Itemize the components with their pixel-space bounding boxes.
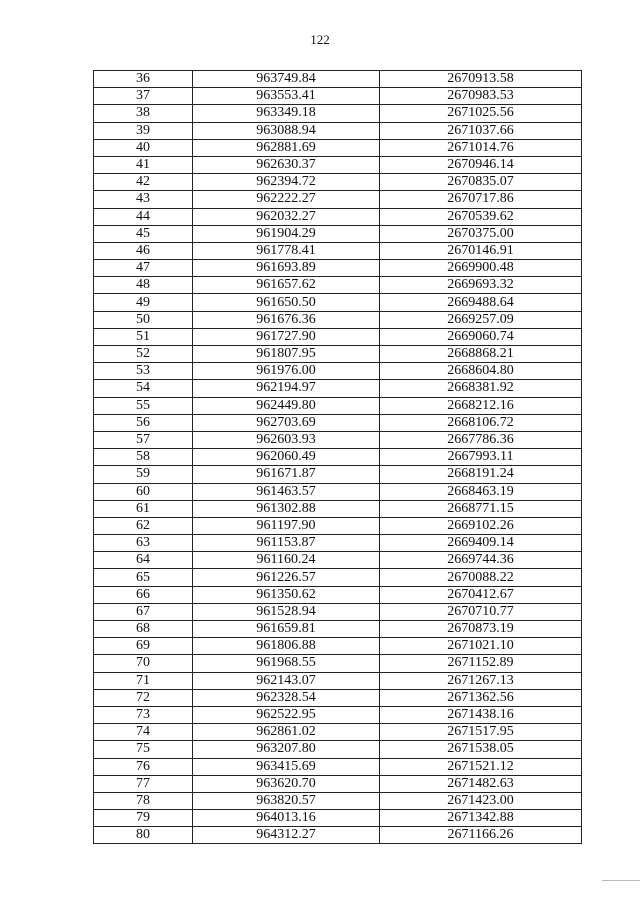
x-coordinate-cell: 961727.90 — [193, 328, 380, 345]
point-number-cell: 68 — [94, 621, 193, 638]
point-number-cell: 57 — [94, 431, 193, 448]
x-coordinate-cell: 962630.37 — [193, 156, 380, 173]
y-coordinate-cell: 2670710.77 — [380, 603, 582, 620]
point-number-cell: 77 — [94, 775, 193, 792]
x-coordinate-cell: 962032.27 — [193, 208, 380, 225]
x-coordinate-cell: 961659.81 — [193, 621, 380, 638]
y-coordinate-cell: 2670539.62 — [380, 208, 582, 225]
y-coordinate-cell: 2671342.88 — [380, 810, 582, 827]
table-row — [94, 122, 582, 139]
x-coordinate-cell: 963749.84 — [193, 71, 380, 88]
table-row — [94, 638, 582, 655]
point-number-cell: 46 — [94, 242, 193, 259]
point-number-cell: 61 — [94, 500, 193, 517]
table-row — [94, 724, 582, 741]
point-number-cell: 75 — [94, 741, 193, 758]
table-row — [94, 191, 582, 208]
x-coordinate-cell: 962603.93 — [193, 431, 380, 448]
table-row — [94, 569, 582, 586]
table-row — [94, 535, 582, 552]
x-coordinate-cell: 961650.50 — [193, 294, 380, 311]
table-row — [94, 242, 582, 259]
point-number-cell: 55 — [94, 397, 193, 414]
table-row — [94, 294, 582, 311]
y-coordinate-cell: 2668381.92 — [380, 380, 582, 397]
x-coordinate-cell: 961671.87 — [193, 466, 380, 483]
point-number-cell: 66 — [94, 586, 193, 603]
table-row — [94, 260, 582, 277]
y-coordinate-cell: 2667786.36 — [380, 431, 582, 448]
point-number-cell: 37 — [94, 88, 193, 105]
point-number-cell: 43 — [94, 191, 193, 208]
x-coordinate-cell: 961197.90 — [193, 517, 380, 534]
table-row — [94, 758, 582, 775]
point-number-cell: 38 — [94, 105, 193, 122]
point-number-cell: 59 — [94, 466, 193, 483]
x-coordinate-cell: 961976.00 — [193, 363, 380, 380]
point-number-cell: 79 — [94, 810, 193, 827]
table-row — [94, 105, 582, 122]
table-row — [94, 363, 582, 380]
table-row — [94, 380, 582, 397]
x-coordinate-cell: 961153.87 — [193, 535, 380, 552]
y-coordinate-cell: 2671267.13 — [380, 672, 582, 689]
table-row — [94, 346, 582, 363]
y-coordinate-cell: 2671021.10 — [380, 638, 582, 655]
point-number-cell: 69 — [94, 638, 193, 655]
point-number-cell: 41 — [94, 156, 193, 173]
y-coordinate-cell: 2669900.48 — [380, 260, 582, 277]
table-row — [94, 397, 582, 414]
x-coordinate-cell: 961350.62 — [193, 586, 380, 603]
x-coordinate-cell: 962522.95 — [193, 706, 380, 723]
y-coordinate-cell: 2669693.32 — [380, 277, 582, 294]
x-coordinate-cell: 962861.02 — [193, 724, 380, 741]
x-coordinate-cell: 961778.41 — [193, 242, 380, 259]
y-coordinate-cell: 2670983.53 — [380, 88, 582, 105]
y-coordinate-cell: 2668771.15 — [380, 500, 582, 517]
point-number-cell: 76 — [94, 758, 193, 775]
x-coordinate-cell: 962394.72 — [193, 174, 380, 191]
point-number-cell: 40 — [94, 139, 193, 156]
y-coordinate-cell: 2671025.56 — [380, 105, 582, 122]
y-coordinate-cell: 2671152.89 — [380, 655, 582, 672]
point-number-cell: 80 — [94, 827, 193, 844]
point-number-cell: 64 — [94, 552, 193, 569]
point-number-cell: 74 — [94, 724, 193, 741]
x-coordinate-cell: 961806.88 — [193, 638, 380, 655]
point-number-cell: 54 — [94, 380, 193, 397]
y-coordinate-cell: 2669409.14 — [380, 535, 582, 552]
coordinates-table — [93, 70, 582, 844]
point-number-cell: 50 — [94, 311, 193, 328]
point-number-cell: 72 — [94, 689, 193, 706]
y-coordinate-cell: 2668604.80 — [380, 363, 582, 380]
x-coordinate-cell: 961807.95 — [193, 346, 380, 363]
x-coordinate-cell: 963088.94 — [193, 122, 380, 139]
x-coordinate-cell: 961528.94 — [193, 603, 380, 620]
table-row — [94, 689, 582, 706]
x-coordinate-cell: 961160.24 — [193, 552, 380, 569]
x-coordinate-cell: 961657.62 — [193, 277, 380, 294]
y-coordinate-cell: 2670375.00 — [380, 225, 582, 242]
x-coordinate-cell: 963553.41 — [193, 88, 380, 105]
page-edge-mark — [602, 880, 640, 881]
y-coordinate-cell: 2671037.66 — [380, 122, 582, 139]
x-coordinate-cell: 961226.57 — [193, 569, 380, 586]
x-coordinate-cell: 962449.80 — [193, 397, 380, 414]
point-number-cell: 58 — [94, 449, 193, 466]
table-row — [94, 586, 582, 603]
table-row — [94, 810, 582, 827]
y-coordinate-cell: 2670946.14 — [380, 156, 582, 173]
point-number-cell: 51 — [94, 328, 193, 345]
point-number-cell: 67 — [94, 603, 193, 620]
point-number-cell: 49 — [94, 294, 193, 311]
table-row — [94, 483, 582, 500]
table-row — [94, 311, 582, 328]
point-number-cell: 60 — [94, 483, 193, 500]
y-coordinate-cell: 2669488.64 — [380, 294, 582, 311]
x-coordinate-cell: 961463.57 — [193, 483, 380, 500]
table-row — [94, 208, 582, 225]
point-number-cell: 44 — [94, 208, 193, 225]
y-coordinate-cell: 2668463.19 — [380, 483, 582, 500]
table-row — [94, 621, 582, 638]
table-body — [94, 71, 582, 844]
point-number-cell: 47 — [94, 260, 193, 277]
x-coordinate-cell: 961904.29 — [193, 225, 380, 242]
y-coordinate-cell: 2667993.11 — [380, 449, 582, 466]
y-coordinate-cell: 2669744.36 — [380, 552, 582, 569]
table-row — [94, 225, 582, 242]
table-row — [94, 792, 582, 809]
x-coordinate-cell: 962222.27 — [193, 191, 380, 208]
y-coordinate-cell: 2671521.12 — [380, 758, 582, 775]
y-coordinate-cell: 2670913.58 — [380, 71, 582, 88]
y-coordinate-cell: 2670146.91 — [380, 242, 582, 259]
y-coordinate-cell: 2669060.74 — [380, 328, 582, 345]
x-coordinate-cell: 961968.55 — [193, 655, 380, 672]
table-row — [94, 156, 582, 173]
point-number-cell: 48 — [94, 277, 193, 294]
y-coordinate-cell: 2669257.09 — [380, 311, 582, 328]
table-row — [94, 174, 582, 191]
x-coordinate-cell: 963349.18 — [193, 105, 380, 122]
point-number-cell: 62 — [94, 517, 193, 534]
table-row — [94, 552, 582, 569]
table-row — [94, 517, 582, 534]
y-coordinate-cell: 2670088.22 — [380, 569, 582, 586]
x-coordinate-cell: 963820.57 — [193, 792, 380, 809]
point-number-cell: 45 — [94, 225, 193, 242]
point-number-cell: 52 — [94, 346, 193, 363]
x-coordinate-cell: 962060.49 — [193, 449, 380, 466]
point-number-cell: 73 — [94, 706, 193, 723]
point-number-cell: 71 — [94, 672, 193, 689]
x-coordinate-cell: 962194.97 — [193, 380, 380, 397]
table-row — [94, 655, 582, 672]
y-coordinate-cell: 2671438.16 — [380, 706, 582, 723]
x-coordinate-cell: 961676.36 — [193, 311, 380, 328]
x-coordinate-cell: 962703.69 — [193, 414, 380, 431]
table-row — [94, 277, 582, 294]
point-number-cell: 36 — [94, 71, 193, 88]
point-number-cell: 70 — [94, 655, 193, 672]
x-coordinate-cell: 964013.16 — [193, 810, 380, 827]
y-coordinate-cell: 2671538.05 — [380, 741, 582, 758]
point-number-cell: 39 — [94, 122, 193, 139]
y-coordinate-cell: 2668868.21 — [380, 346, 582, 363]
table-row — [94, 741, 582, 758]
table-row — [94, 706, 582, 723]
y-coordinate-cell: 2668191.24 — [380, 466, 582, 483]
y-coordinate-cell: 2668106.72 — [380, 414, 582, 431]
y-coordinate-cell: 2670717.86 — [380, 191, 582, 208]
y-coordinate-cell: 2670412.67 — [380, 586, 582, 603]
table-row — [94, 71, 582, 88]
x-coordinate-cell: 961302.88 — [193, 500, 380, 517]
x-coordinate-cell: 962143.07 — [193, 672, 380, 689]
table-row — [94, 466, 582, 483]
x-coordinate-cell: 963207.80 — [193, 741, 380, 758]
y-coordinate-cell: 2671014.76 — [380, 139, 582, 156]
table-row — [94, 88, 582, 105]
y-coordinate-cell: 2671362.56 — [380, 689, 582, 706]
point-number-cell: 78 — [94, 792, 193, 809]
point-number-cell: 42 — [94, 174, 193, 191]
y-coordinate-cell: 2670835.07 — [380, 174, 582, 191]
y-coordinate-cell: 2671517.95 — [380, 724, 582, 741]
x-coordinate-cell: 964312.27 — [193, 827, 380, 844]
x-coordinate-cell: 961693.89 — [193, 260, 380, 277]
point-number-cell: 63 — [94, 535, 193, 552]
x-coordinate-cell: 962881.69 — [193, 139, 380, 156]
point-number-cell: 56 — [94, 414, 193, 431]
table-row — [94, 449, 582, 466]
y-coordinate-cell: 2671166.26 — [380, 827, 582, 844]
y-coordinate-cell: 2670873.19 — [380, 621, 582, 638]
x-coordinate-cell: 963620.70 — [193, 775, 380, 792]
table-row — [94, 431, 582, 448]
page-number: 122 — [310, 32, 330, 47]
x-coordinate-cell: 963415.69 — [193, 758, 380, 775]
table-row — [94, 414, 582, 431]
y-coordinate-cell: 2668212.16 — [380, 397, 582, 414]
y-coordinate-cell: 2669102.26 — [380, 517, 582, 534]
table-row — [94, 328, 582, 345]
table-row — [94, 500, 582, 517]
y-coordinate-cell: 2671482.63 — [380, 775, 582, 792]
x-coordinate-cell: 962328.54 — [193, 689, 380, 706]
point-number-cell: 65 — [94, 569, 193, 586]
table-row — [94, 775, 582, 792]
table-row — [94, 827, 582, 844]
y-coordinate-cell: 2671423.00 — [380, 792, 582, 809]
point-number-cell: 53 — [94, 363, 193, 380]
table-row — [94, 139, 582, 156]
table-row — [94, 672, 582, 689]
table-row — [94, 603, 582, 620]
